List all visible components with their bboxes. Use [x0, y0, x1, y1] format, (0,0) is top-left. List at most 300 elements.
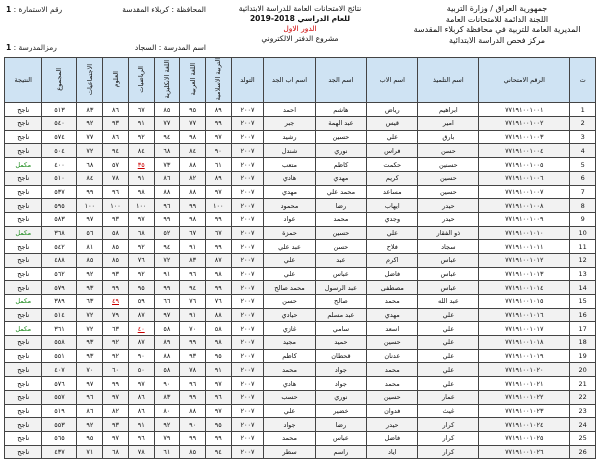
- grade-science: ٨٥: [103, 253, 129, 267]
- grade-arabic: ٩٤: [180, 281, 206, 295]
- grade-arabic: ٨٨: [180, 185, 206, 199]
- grade-social: ٧٢: [77, 308, 103, 322]
- birth-year: ٢٠٠٧: [231, 103, 264, 117]
- grade-islamic: ٩٩: [205, 212, 231, 226]
- total-score: ٥٥١: [42, 349, 77, 363]
- table-row: [5, 431, 596, 445]
- great-grandfather-name: علي: [264, 267, 315, 281]
- result-status: ناجح: [5, 445, 42, 459]
- grandfather-name: هاشم: [315, 103, 366, 117]
- birth-year: ٢٠٠٧: [231, 431, 264, 445]
- grade-science: ٩٢: [103, 336, 129, 350]
- result-status: ناجح: [5, 336, 42, 350]
- father-name: علي: [367, 226, 418, 240]
- result-status: ناجح: [5, 117, 42, 131]
- grade-islamic: ٩٩: [205, 117, 231, 131]
- grandfather-name: عباس: [315, 267, 366, 281]
- row-index: 7: [570, 185, 596, 199]
- grade-social: ٨٤: [77, 171, 103, 185]
- total-score: ٥١٤: [42, 308, 77, 322]
- grade-science: ٦٨: [103, 445, 129, 459]
- grade-social: ٨٦: [77, 404, 103, 418]
- student-name: علي: [418, 363, 479, 377]
- great-grandfather-name: احمد: [264, 103, 315, 117]
- grade-islamic: ٩٧: [205, 404, 231, 418]
- exam-number: ٧٧١٩١٠٠١٠١٣: [479, 267, 570, 281]
- student-name: كرار: [418, 431, 479, 445]
- student-name: حسن: [418, 144, 479, 158]
- total-score: ٤٠٠: [42, 158, 77, 172]
- birth-year: ٢٠٠٧: [231, 171, 264, 185]
- grade-islamic: ٩٩: [205, 281, 231, 295]
- great-grandfather-name: علي: [264, 253, 315, 267]
- great-grandfather-name: محمود: [264, 199, 315, 213]
- grade-english: ٥٨: [154, 322, 180, 336]
- grandfather-name: راسم: [315, 445, 366, 459]
- father-name: وجدي: [367, 212, 418, 226]
- grade-arabic: ٩٠: [180, 418, 206, 432]
- exam-number: ٧٧١٩١٠٠١٠٠٥: [479, 158, 570, 172]
- student-name: عباس: [418, 267, 479, 281]
- result-status: ناجح: [5, 431, 42, 445]
- student-name: ذو الفقار: [418, 226, 479, 240]
- col-header: ت: [570, 58, 596, 103]
- student-name: كرار: [418, 418, 479, 432]
- great-grandfather-name: متعب: [264, 158, 315, 172]
- results-table: [4, 57, 596, 459]
- table-row: [5, 226, 596, 240]
- grade-arabic: ٨٥: [180, 445, 206, 459]
- total-score: ٥٧٦: [42, 377, 77, 391]
- grandfather-name: حسين: [315, 130, 366, 144]
- birth-year: ٢٠٠٧: [231, 144, 264, 158]
- birth-year: ٢٠٠٧: [231, 418, 264, 432]
- row-index: 21: [570, 377, 596, 391]
- grade-math: ٩٢: [128, 130, 154, 144]
- result-status: مكمل: [5, 322, 42, 336]
- grade-arabic: ٩٩: [180, 390, 206, 404]
- table-row: [5, 240, 596, 254]
- total-score: ٥٥٣: [42, 418, 77, 432]
- exam-number: ٧٧١٩١٠٠١٠٢٥: [479, 431, 570, 445]
- exam-number: ٧٧١٩١٠٠١٠٠٢: [479, 117, 570, 131]
- student-name: علي: [418, 349, 479, 363]
- grade-english: ٩٦: [154, 199, 180, 213]
- total-score: ٤٠٧: [42, 363, 77, 377]
- grade-islamic: ٦٧: [205, 226, 231, 240]
- great-grandfather-name: رشيد: [264, 130, 315, 144]
- birth-year: ٢٠٠٧: [231, 240, 264, 254]
- grade-islamic: ٩٨: [205, 267, 231, 281]
- grade-science: ٩٧: [103, 390, 129, 404]
- grade-science: ٩٣: [103, 117, 129, 131]
- row-index: 10: [570, 226, 596, 240]
- grandfather-name: رضا: [315, 418, 366, 432]
- grade-english: ٩٠: [154, 377, 180, 391]
- grade-islamic: ١٠٠: [205, 199, 231, 213]
- total-score: ٣٦١: [42, 322, 77, 336]
- grandfather-name: محمد علي: [315, 185, 366, 199]
- grade-arabic: ٩١: [180, 308, 206, 322]
- grade-english: ٨٩: [154, 336, 180, 350]
- results-title-block: [200, 4, 400, 44]
- table-row: [5, 377, 596, 391]
- total-score: ٥٩٥: [42, 199, 77, 213]
- great-grandfather-name: سطر: [264, 445, 315, 459]
- exam-number: ٧٧١٩١٠٠١٠٢٣: [479, 404, 570, 418]
- grandfather-name: صالح: [315, 295, 366, 309]
- table-row: [5, 281, 596, 295]
- grade-science: ٩٦: [103, 185, 129, 199]
- grade-science: ٩٣: [103, 212, 129, 226]
- result-status: ناجح: [5, 130, 42, 144]
- birth-year: ٢٠٠٧: [231, 445, 264, 459]
- grade-science: ٩٩: [103, 281, 129, 295]
- father-name: اياد: [367, 445, 418, 459]
- total-score: ٥١٠: [42, 171, 77, 185]
- grandfather-name: جواد: [315, 363, 366, 377]
- row-index: 23: [570, 404, 596, 418]
- father-name: ايهاب: [367, 199, 418, 213]
- grade-islamic: ٩٥: [205, 418, 231, 432]
- student-name: علي: [418, 308, 479, 322]
- birth-year: ٢٠٠٧: [231, 336, 264, 350]
- grade-islamic: ٧٦: [205, 295, 231, 309]
- father-name: محمد: [367, 363, 418, 377]
- result-status: ناجح: [5, 267, 42, 281]
- great-grandfather-name: شندل: [264, 144, 315, 158]
- grade-arabic: ٩٣: [180, 349, 206, 363]
- father-name: كريم: [367, 171, 418, 185]
- col-header: التولد: [231, 58, 264, 103]
- row-index: 8: [570, 199, 596, 213]
- table-row: [5, 390, 596, 404]
- father-name: حسين: [367, 390, 418, 404]
- grade-english: ٨٨: [154, 349, 180, 363]
- great-grandfather-name: محمد صالح: [264, 281, 315, 295]
- total-score: ٥٠٤: [42, 144, 77, 158]
- ministry-line-4: مركز فحص الدراسة الابتدائية: [448, 35, 546, 45]
- great-grandfather-name: حيادي: [264, 308, 315, 322]
- student-name: امير: [418, 117, 479, 131]
- total-score: ٥٦٥: [42, 431, 77, 445]
- grade-english: ٦١: [154, 445, 180, 459]
- grandfather-name: جواد: [315, 377, 366, 391]
- grandfather-name: قحطان: [315, 349, 366, 363]
- total-score: ٥٨٣: [42, 212, 77, 226]
- grade-english: ٦٨: [154, 144, 180, 158]
- col-header: اسم التلميذ: [418, 58, 479, 103]
- grade-english: ٩٤: [154, 130, 180, 144]
- exam-number: ٧٧١٩١٠٠١٠٠٧: [479, 185, 570, 199]
- grade-arabic: ٩٩: [180, 336, 206, 350]
- birth-year: ٢٠٠٧: [231, 322, 264, 336]
- grade-science: ٦٣: [103, 322, 129, 336]
- grade-math: ٨٤: [128, 144, 154, 158]
- father-name: محمد: [367, 377, 418, 391]
- grade-islamic: ٨٩: [205, 103, 231, 117]
- ministry-line-2: اللجنة الدائمة للامتحانات العامة: [445, 14, 549, 24]
- student-name: علي: [418, 377, 479, 391]
- great-grandfather-name: محمد: [264, 363, 315, 377]
- grade-arabic: ٧٨: [180, 363, 206, 377]
- exam-number: ٧٧١٩١٠٠١٠١٦: [479, 308, 570, 322]
- project-name: مشروع الدفتر الالكتروني: [261, 34, 339, 43]
- grade-social: ٦٣: [77, 295, 103, 309]
- result-status: ناجح: [5, 390, 42, 404]
- grade-math: ٩٨: [128, 185, 154, 199]
- grade-arabic: ٩٦: [180, 267, 206, 281]
- row-index: 18: [570, 336, 596, 350]
- grade-english: ٨٨: [154, 185, 180, 199]
- grade-arabic: ٧٧: [180, 117, 206, 131]
- grade-math: ٦٨: [128, 226, 154, 240]
- grade-math: ٦٧: [128, 103, 154, 117]
- col-header-vertical: [180, 58, 206, 103]
- result-status: مكمل: [5, 295, 42, 309]
- grade-arabic: ٨٨: [180, 404, 206, 418]
- result-status: ناجح: [5, 281, 42, 295]
- table-row: [5, 144, 596, 158]
- grade-islamic: ٩٤: [205, 445, 231, 459]
- result-status: ناجح: [5, 253, 42, 267]
- grade-english: ٨٦: [154, 171, 180, 185]
- total-score: ٣٦٨: [42, 226, 77, 240]
- col-header-text: العلوم: [111, 70, 120, 88]
- result-status: ناجح: [5, 185, 42, 199]
- grandfather-name: رضا: [315, 199, 366, 213]
- total-score: ٥٧٩: [42, 281, 77, 295]
- great-grandfather-name: حمزة: [264, 226, 315, 240]
- total-score: ٥١٩: [42, 404, 77, 418]
- birth-year: ٢٠٠٧: [231, 349, 264, 363]
- grade-english: ٨٠: [154, 404, 180, 418]
- grade-islamic: ٨٩: [205, 171, 231, 185]
- grade-math: ٥٠: [128, 363, 154, 377]
- table-row: [5, 212, 596, 226]
- grade-social: ٧٢: [77, 322, 103, 336]
- col-header: اسم الجد: [315, 58, 366, 103]
- grade-social: ٧٢: [77, 144, 103, 158]
- grade-social: ٧١: [77, 445, 103, 459]
- table-row: [5, 418, 596, 432]
- grade-science: ٥٨: [103, 226, 129, 240]
- exam-number: ٧٧١٩١٠٠١٠١٢: [479, 253, 570, 267]
- grade-arabic: ٩١: [180, 240, 206, 254]
- birth-year: ٢٠٠٧: [231, 295, 264, 309]
- result-status: مكمل: [5, 158, 42, 172]
- row-index: 24: [570, 418, 596, 432]
- table-row: [5, 117, 596, 131]
- col-header-vertical: [77, 58, 103, 103]
- total-score: ٥٧٤: [42, 130, 77, 144]
- grade-english: ٨٣: [154, 390, 180, 404]
- grade-math: ٣٥: [128, 158, 154, 172]
- grade-social: ٩٥: [77, 431, 103, 445]
- grade-english: ٩٩: [154, 281, 180, 295]
- total-score: ٥٥٨: [42, 336, 77, 350]
- col-header-text: الاجتماعيات: [85, 63, 94, 95]
- birth-year: ٢٠٠٧: [231, 226, 264, 240]
- grandfather-name: حميد: [315, 336, 366, 350]
- grade-arabic: ٧٦: [180, 295, 206, 309]
- total-score: ٤٣٧: [42, 445, 77, 459]
- grade-social: ٨١: [77, 240, 103, 254]
- grandfather-name: سامي: [315, 322, 366, 336]
- academic-year: للعام الدراسي 2018-2019: [249, 14, 351, 23]
- grade-arabic: ٨٨: [180, 158, 206, 172]
- birth-year: ٢٠٠٧: [231, 281, 264, 295]
- col-header: الرقم الامتحاني: [479, 58, 570, 103]
- birth-year: ٢٠٠٧: [231, 199, 264, 213]
- grade-math: ٨٧: [128, 336, 154, 350]
- grade-social: ٧٧: [77, 130, 103, 144]
- result-status: ناجح: [5, 212, 42, 226]
- grade-arabic: ٨٤: [180, 144, 206, 158]
- grade-arabic: ٦٧: [180, 226, 206, 240]
- col-header-vertical: [154, 58, 180, 103]
- grade-english: ٩١: [154, 267, 180, 281]
- col-header: اسم الاب: [367, 58, 418, 103]
- student-name: عمار: [418, 390, 479, 404]
- exam-number: ٧٧١٩١٠٠١٠١٨: [479, 336, 570, 350]
- row-index: 26: [570, 445, 596, 459]
- grade-social: ٩٢: [77, 117, 103, 131]
- grade-science: ٨٢: [103, 404, 129, 418]
- grade-english: ٥٢: [154, 226, 180, 240]
- grade-english: ٧٣: [154, 158, 180, 172]
- grandfather-name: عباس: [315, 431, 366, 445]
- grade-science: ٨٦: [103, 103, 129, 117]
- father-name: فاضل: [367, 267, 418, 281]
- father-name: مساعد: [367, 185, 418, 199]
- student-name: عبد الله: [418, 295, 479, 309]
- grade-social: ٩٢: [77, 267, 103, 281]
- father-name: مصطفى: [367, 281, 418, 295]
- father-name: حكمت: [367, 158, 418, 172]
- grade-social: ٥٦: [77, 226, 103, 240]
- exam-round: الدور الاول: [283, 24, 317, 33]
- exam-number: ٧٧١٩١٠٠١٠٠٤: [479, 144, 570, 158]
- student-name: ابراهيم: [418, 103, 479, 117]
- result-status: ناجح: [5, 308, 42, 322]
- grade-math: ٩٥: [128, 281, 154, 295]
- grade-islamic: ٨٨: [205, 308, 231, 322]
- father-name: فاضل: [367, 431, 418, 445]
- student-name: حسين: [418, 171, 479, 185]
- birth-year: ٢٠٠٧: [231, 404, 264, 418]
- grade-social: ٩٧: [77, 212, 103, 226]
- exam-number: ٧٧١٩١٠٠١٠١١: [479, 240, 570, 254]
- grade-math: ٩٦: [128, 431, 154, 445]
- grade-math: ٨٧: [128, 308, 154, 322]
- grade-science: ٤٩: [103, 295, 129, 309]
- school-code-label: رمزالمدرسة :: [13, 42, 57, 52]
- exam-number: ٧٧١٩١٠٠١٠٢٦: [479, 445, 570, 459]
- father-name: حيدر: [367, 418, 418, 432]
- great-grandfather-name: غازي: [264, 322, 315, 336]
- grade-science: ١٠٠: [103, 199, 129, 213]
- grandfather-name: نوري: [315, 144, 366, 158]
- grade-social: ٩٣: [77, 281, 103, 295]
- father-name: مهدي: [367, 308, 418, 322]
- result-status: ناجح: [5, 377, 42, 391]
- row-index: 17: [570, 322, 596, 336]
- student-name: حيدر: [418, 212, 479, 226]
- grade-social: ٨٥: [77, 253, 103, 267]
- grandfather-name: عبد الرسول: [315, 281, 366, 295]
- table-row: [5, 363, 596, 377]
- birth-year: ٢٠٠٧: [231, 212, 264, 226]
- grade-science: ٥٧: [103, 158, 129, 172]
- student-name: علي: [418, 336, 479, 350]
- father-name: عدنان: [367, 349, 418, 363]
- student-name: سجاد: [418, 240, 479, 254]
- birth-year: ٢٠٠٧: [231, 158, 264, 172]
- exam-number: ٧٧١٩١٠٠١٠١٥: [479, 295, 570, 309]
- grade-social: ٧٠: [77, 363, 103, 377]
- grade-islamic: ٩١: [205, 363, 231, 377]
- grade-social: ٩٣: [77, 336, 103, 350]
- row-index: 19: [570, 349, 596, 363]
- table-row: [5, 158, 596, 172]
- grade-english: ٧٢: [154, 253, 180, 267]
- father-name: فدوان: [367, 404, 418, 418]
- row-index: 2: [570, 117, 596, 131]
- grade-math: ٩١: [128, 171, 154, 185]
- grandfather-name: كاظم: [315, 158, 366, 172]
- student-name: كرار: [418, 445, 479, 459]
- grade-math: ٩١: [128, 117, 154, 131]
- grade-english: ٩٢: [154, 418, 180, 432]
- row-index: 11: [570, 240, 596, 254]
- father-name: قيس: [367, 117, 418, 131]
- grade-english: ٩٧: [154, 308, 180, 322]
- result-status: ناجح: [5, 103, 42, 117]
- ministry-line-3: المديرية العامة للتربية في محافظة كربلاء المقدسة: [413, 25, 581, 34]
- exam-number: ٧٧١٩١٠٠١٠١٠: [479, 226, 570, 240]
- father-name: فراس: [367, 144, 418, 158]
- result-status: ناجح: [5, 240, 42, 254]
- grade-islamic: ٩٧: [205, 130, 231, 144]
- result-status: ناجح: [5, 404, 42, 418]
- birth-year: ٢٠٠٧: [231, 253, 264, 267]
- school-name-label: اسم المدرسة : السجاد: [134, 42, 206, 52]
- father-name: علي: [367, 130, 418, 144]
- table-row: [5, 171, 596, 185]
- grade-science: ٨٦: [103, 130, 129, 144]
- result-status: ناجح: [5, 363, 42, 377]
- grandfather-name: خضير: [315, 404, 366, 418]
- birth-year: ٢٠٠٧: [231, 117, 264, 131]
- grade-science: ٦٠: [103, 363, 129, 377]
- student-name: حسين: [418, 185, 479, 199]
- grade-english: ٧٩: [154, 431, 180, 445]
- table-body: [5, 103, 596, 459]
- birth-year: ٢٠٠٧: [231, 308, 264, 322]
- col-header-text: التربية الاسلامية: [214, 58, 223, 101]
- table-header-row: [5, 58, 596, 103]
- grade-islamic: ٩٨: [205, 336, 231, 350]
- grandfather-name: عبد مسلم: [315, 308, 366, 322]
- grade-english: ٩٤: [154, 240, 180, 254]
- col-header-vertical: [42, 58, 77, 103]
- grade-math: ١٠٠: [128, 199, 154, 213]
- col-header: النتيجة: [5, 58, 42, 103]
- row-index: 16: [570, 308, 596, 322]
- col-header-text: اللغة العربية: [188, 63, 197, 96]
- row-index: 20: [570, 363, 596, 377]
